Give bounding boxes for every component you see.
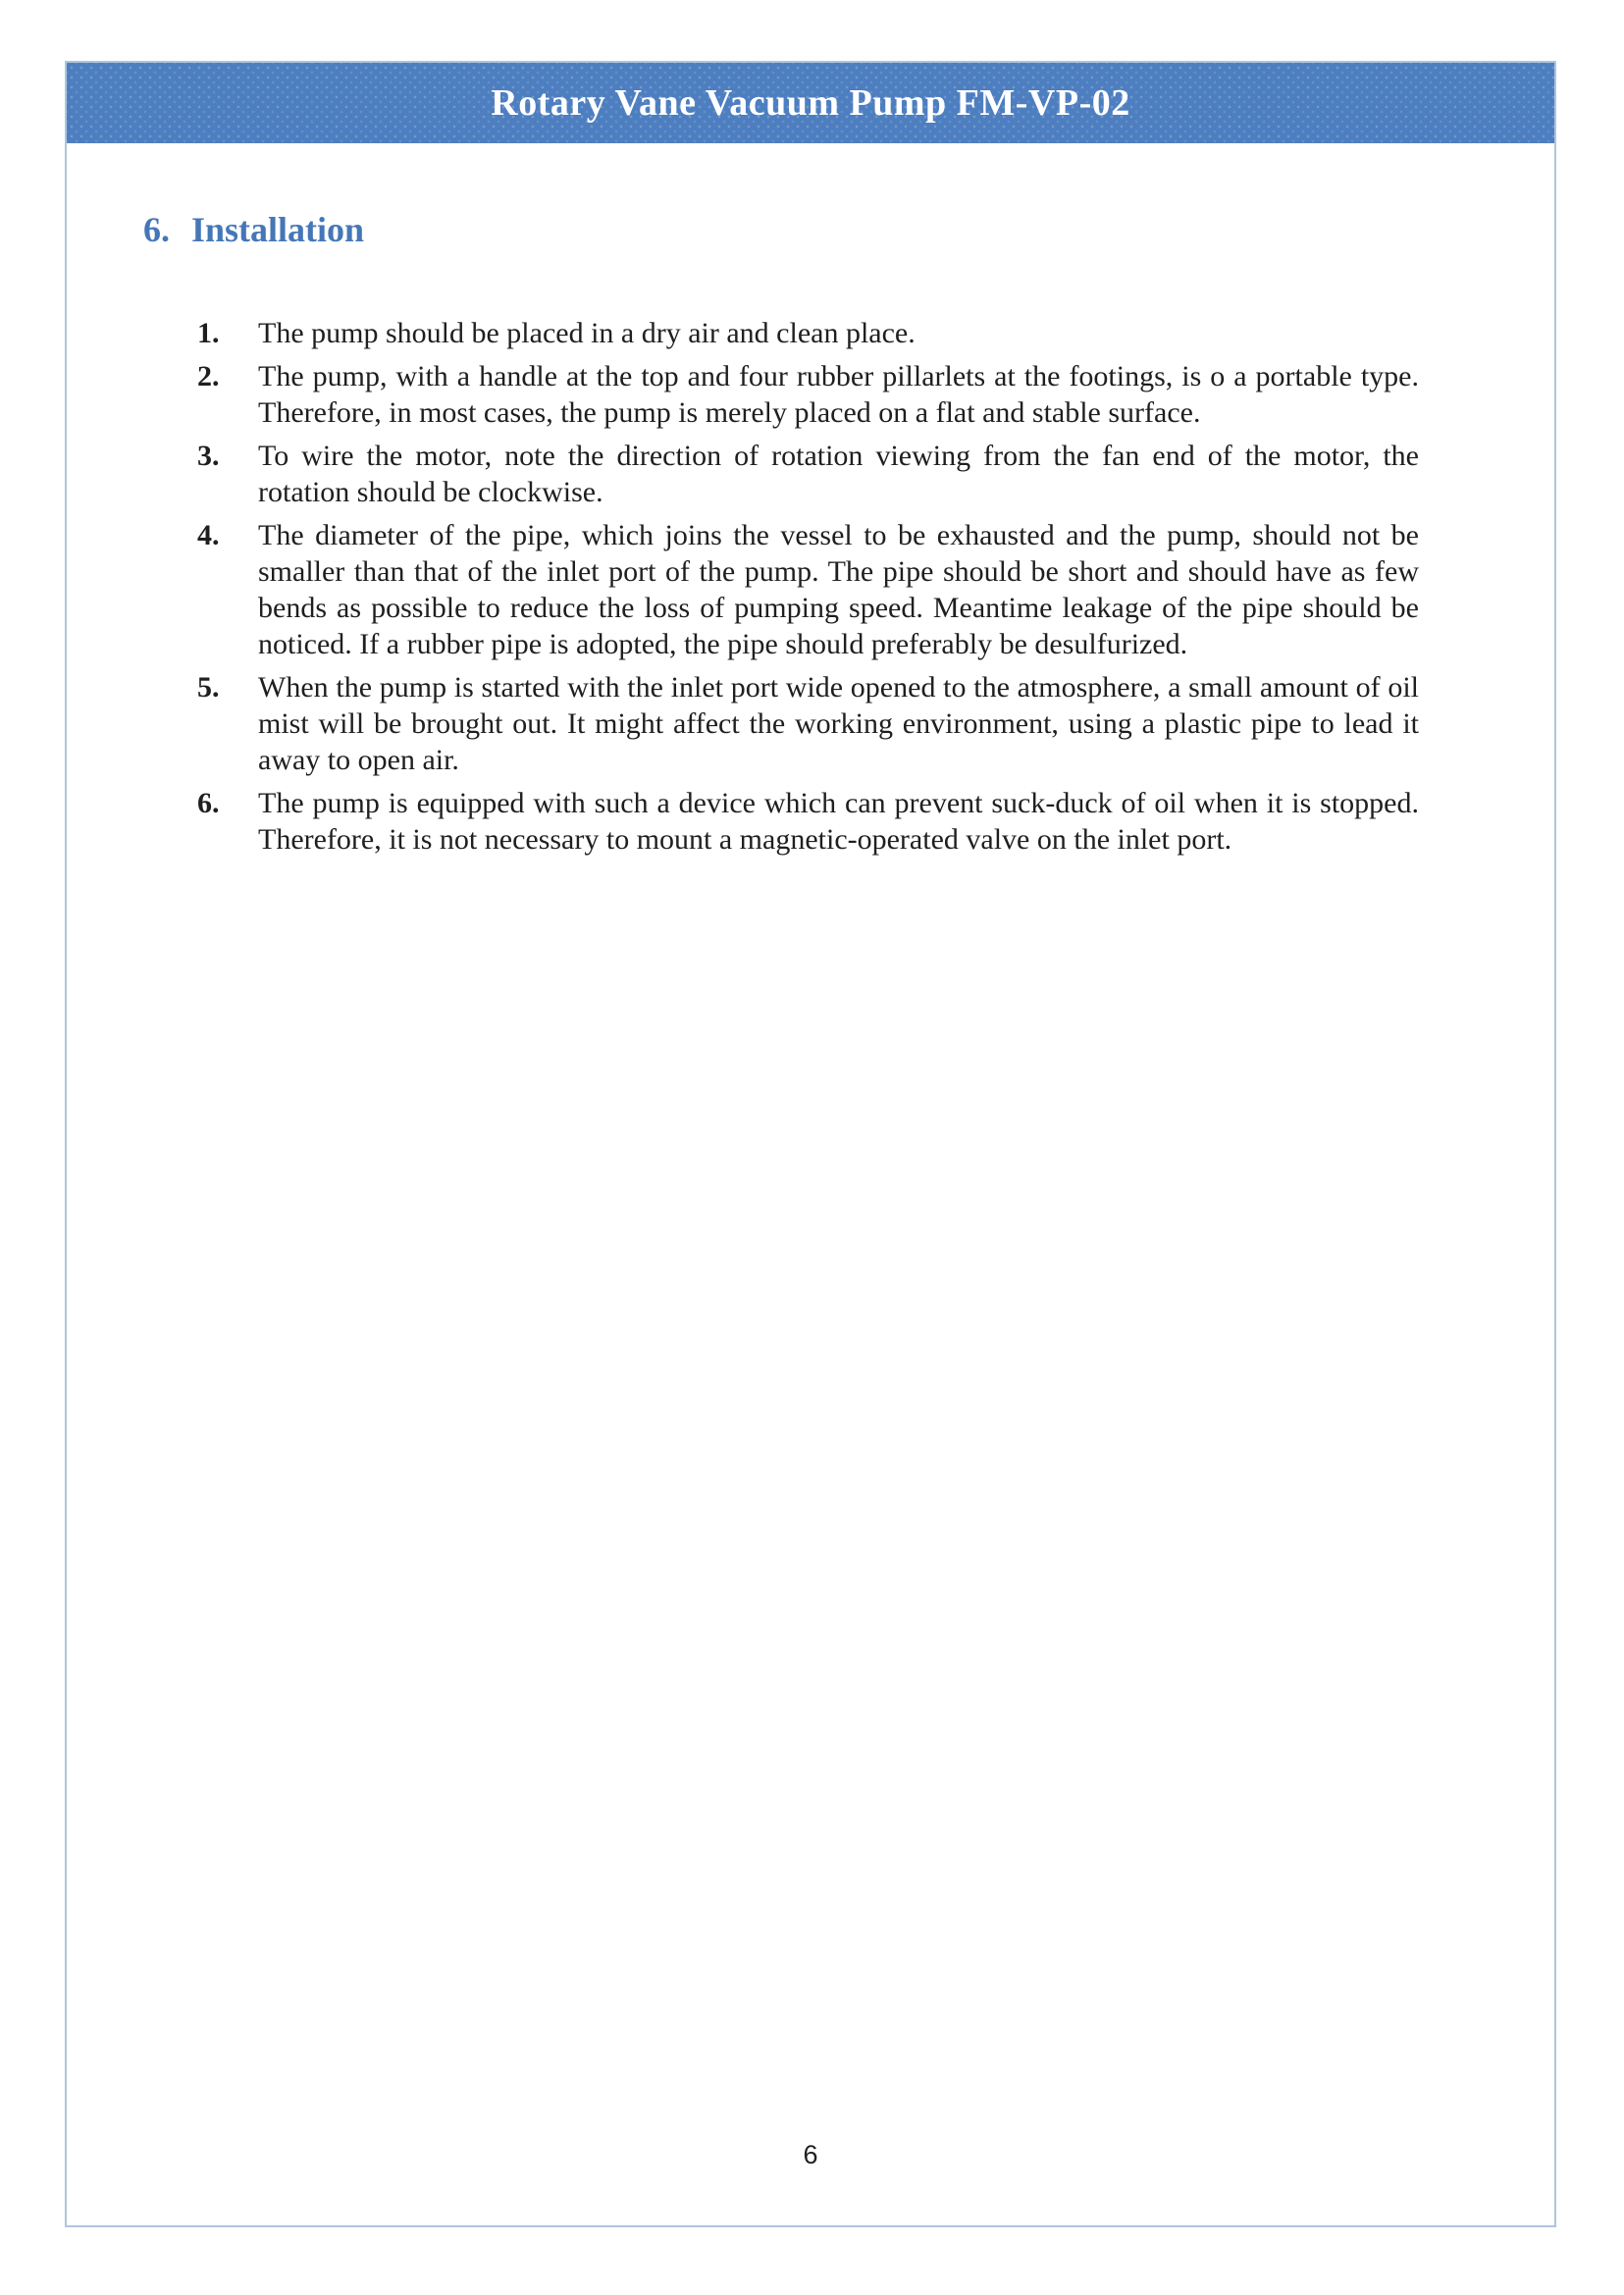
list-item-number: 6. <box>197 787 220 819</box>
list-item-text: The pump, with a handle at the top and four rubber pillarlets at the footings, is o a portable type. Therefore, in most cases, the pump is merely placed on a flat and stable surface. <box>258 360 1419 429</box>
list-item-text: The pump is equipped with such a device which can prevent suck-duck of oil when it is stopped. Therefore, it is not necessary to mount a magnetic-operated valve on the inlet port. <box>258 787 1419 856</box>
list-item-number: 4. <box>197 519 220 551</box>
page-border-frame <box>65 61 1556 2227</box>
list-item-text: When the pump is started with the inlet port wide opened to the atmosphere, a small amount of oil mist will be brought out. It might affect the working environment, using a plastic pipe to lead it away to open air. <box>258 671 1419 776</box>
section-heading <box>143 208 364 251</box>
section-number: 6. <box>143 210 170 249</box>
list-item-number: 2. <box>197 360 220 392</box>
list-item <box>197 785 1419 858</box>
section-title: Installation <box>191 210 365 249</box>
list-item-text: The pump should be placed in a dry air and clean place. <box>258 317 916 349</box>
installation-list <box>67 315 1554 864</box>
list-item <box>197 438 1419 510</box>
document-title: Rotary Vane Vacuum Pump FM-VP-02 <box>491 82 1130 124</box>
list-item <box>197 315 1419 351</box>
list-item-number: 5. <box>197 671 220 704</box>
list-item <box>197 358 1419 431</box>
list-item <box>197 517 1419 662</box>
list-item-number: 3. <box>197 440 220 472</box>
list-item-text: To wire the motor, note the direction of rotation viewing from the fan end of the motor, the rotation should be clockwise. <box>258 440 1419 508</box>
page-number: 6 <box>803 2140 818 2169</box>
list-item-number: 1. <box>197 317 220 349</box>
list-item <box>197 669 1419 778</box>
page-footer <box>67 2140 1554 2170</box>
page-header-banner <box>67 63 1554 143</box>
list-item-text: The diameter of the pipe, which joins the vessel to be exhausted and the pump, should not be smaller than that of the inlet port of the pump. The pipe should be short and should have as few bends as possible to reduce the loss of pumping speed. Meantime leakage of the pipe should be noticed. If a rubber pipe is adopted, the pipe should preferably be desulfurized. <box>258 519 1419 660</box>
